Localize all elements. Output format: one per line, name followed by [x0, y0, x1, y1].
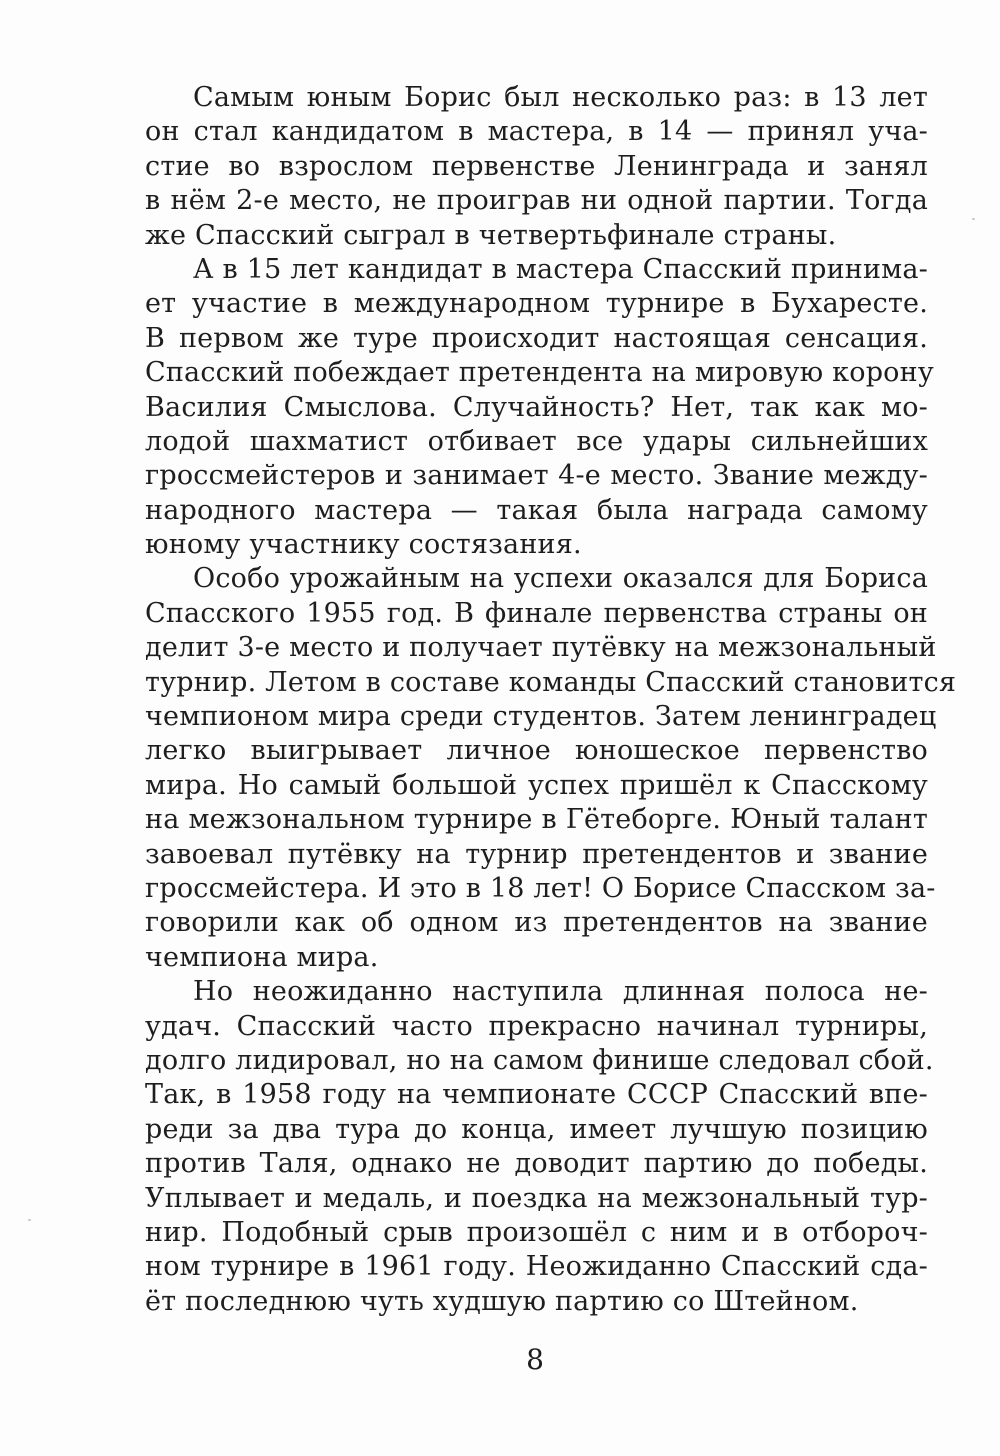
- body-text: [145, 81, 957, 1319]
- text-line: легко выигрывает личное юношеское первенство: [145, 735, 928, 767]
- text-line: народного мастера — такая была награда самому: [145, 494, 928, 526]
- text-line: реди за два тура до конца, имеет лучшую позицию: [145, 1113, 928, 1145]
- text-line: гроссмейстера. И это в 18 лет! О Борисе Спасском за-: [145, 872, 936, 904]
- scan-speck: [28, 1219, 31, 1221]
- page-number: 8: [526, 1343, 544, 1376]
- text-line: в нём 2-е место, не проиграв ни одной партии. Тогда: [145, 185, 928, 217]
- text-line: В первом же туре происходит настоящая сенсация.: [145, 322, 928, 354]
- text-line: юному участнику состязания.: [145, 529, 582, 561]
- text-line: чемпионом мира среди студентов. Затем ленинградец: [145, 701, 937, 733]
- text-line: Василия Смыслова. Случайность? Нет, так как мо-: [145, 391, 928, 423]
- paragraph: [145, 975, 934, 1319]
- text-line: завоевал путёвку на турнир претендентов и звание: [145, 838, 928, 870]
- text-line: на межзональном турнире в Гётеборге. Юный талант: [145, 804, 928, 836]
- text-line: же Спасский сыграл в четвертьфинале страны.: [145, 219, 837, 251]
- text-line: нир. Подобный срыв произошёл с ним и в отбороч-: [145, 1216, 928, 1248]
- text-line: ном турнире в 1961 году. Неожиданно Спасский сда-: [145, 1251, 928, 1283]
- text-line: лодой шахматист отбивает все удары сильнейших: [145, 425, 928, 457]
- text-line: мира. Но самый большой успех пришёл к Спасскому: [145, 769, 928, 801]
- paragraph: [145, 253, 934, 563]
- text-line: А в 15 лет кандидат в мастера Спасский принима-: [193, 253, 928, 285]
- text-line: турнир. Летом в составе команды Спасский становится: [145, 666, 957, 698]
- text-line: против Таля, однако не доводит партию до победы.: [145, 1148, 928, 1180]
- text-line: ет участие в международном турнире в Бухаресте.: [145, 288, 928, 320]
- text-line: Особо урожайным на успехи оказался для Бориса: [193, 563, 928, 595]
- text-line: стие во взрослом первенстве Ленинграда и занял: [145, 150, 928, 182]
- text-line: Самым юным Борис был несколько раз: в 13 лет: [193, 82, 928, 113]
- text-line: делит 3-е место и получает путёвку на межзональный: [145, 632, 937, 664]
- text-line: ёт последнюю чуть худшую партию со Штейном.: [145, 1285, 859, 1317]
- text-line: Спасский побеждает претендента на мировую корону: [145, 357, 934, 389]
- text-line: Уплывает и медаль, и поездка на межзональный тур-: [145, 1182, 928, 1214]
- text-line: он стал кандидатом в мастера, в 14 — принял уча-: [145, 116, 928, 148]
- text-line: удач. Спасский часто прекрасно начинал турниры,: [145, 1010, 928, 1042]
- text-line: Но неожиданно наступила длинная полоса не-: [193, 976, 928, 1008]
- text-line: Спасского 1955 год. В финале первенства страны он: [145, 597, 928, 629]
- paragraph: [145, 81, 928, 253]
- paragraph: [145, 562, 957, 975]
- text-line: говорили как об одном из претендентов на звание: [145, 907, 928, 939]
- scan-speck: [972, 218, 975, 220]
- text-line: Так, в 1958 году на чемпионате СССР Спасский впе-: [145, 1079, 928, 1111]
- text-line: гроссмейстеров и занимает 4-е место. Звание между-: [145, 460, 928, 492]
- text-line: долго лидировал, но на самом финише следовал сбой.: [145, 1044, 934, 1076]
- text-line: чемпиона мира.: [145, 941, 379, 973]
